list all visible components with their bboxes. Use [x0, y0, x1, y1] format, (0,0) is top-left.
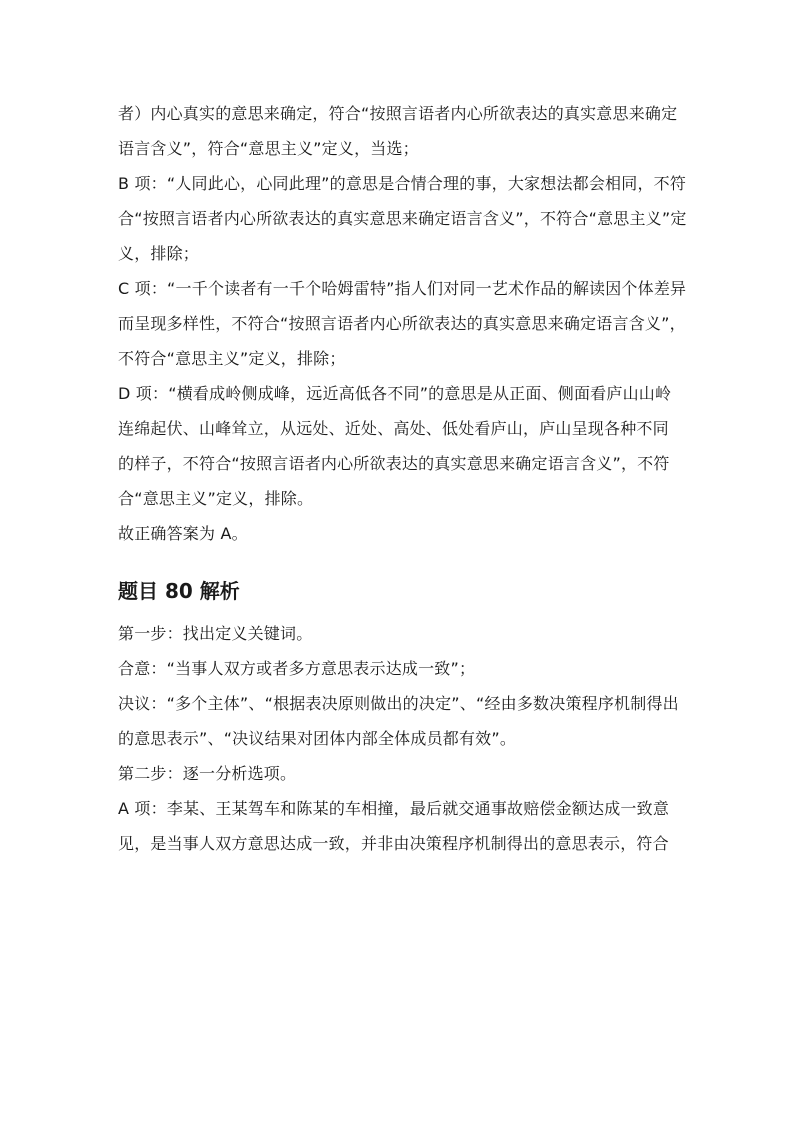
step-two: 第二步：逐一分析选项。	[118, 764, 297, 783]
text-line: 语言含义”，符合“意思主义”定义，当选；	[118, 139, 419, 158]
option-c-line: 而呈现多样性，不符合“按照言语者内心所欲表达的真实意思来确定语言含义”，	[118, 314, 686, 333]
option-b-line: B 项：“人同此心，心同此理”的意思是合情合理的事，大家想法都会相同，不符	[118, 174, 687, 193]
jueyi-definition-line: 决议：“多个主体”、“根据表决原则做出的决定”、“经由多数决策程序机制得出	[118, 694, 679, 713]
option-d-line: 合“意思主义”定义，排除。	[118, 489, 314, 508]
heyi-definition: 合意：“当事人双方或者多方意思表示达成一致”；	[118, 659, 476, 678]
step-one: 第一步：找出定义关键词。	[118, 624, 313, 643]
jueyi-definition-line: 的意思表示”、“决议结果对团体内部全体成员都有效”。	[118, 729, 517, 748]
option-a-line: 见，是当事人双方意思达成一致，并非由决策程序机制得出的意思表示，符合	[118, 834, 669, 853]
option-a-line: A 项：李某、王某驾车和陈某的车相撞，最后就交通事故赔偿金额达成一致意	[118, 799, 670, 818]
section-title: 题目 80 解析	[118, 579, 240, 603]
answer-line: 故正确答案为 A。	[118, 524, 248, 543]
document-page	[118, 96, 688, 861]
option-d-line: 连绵起伏、山峰耸立，从远处、近处、高处、低处看庐山，庐山呈现各种不同	[118, 419, 669, 438]
option-b-line: 合“按照言语者内心所欲表达的真实意思来确定语言含义”，不符合“意思主义”定	[118, 209, 687, 228]
option-b-line: 义，排除；	[118, 244, 200, 263]
text-line: 者）内心真实的意思来确定，符合“按照言语者内心所欲表达的真实意思来确定	[118, 104, 678, 123]
option-c-line: 不符合“意思主义”定义，排除；	[118, 349, 346, 368]
option-d-line: 的样子，不符合“按照言语者内心所欲表达的真实意思来确定语言含义”，不符	[118, 454, 670, 473]
option-c-line: C 项：“一千个读者有一千个哈姆雷特”指人们对同一艺术作品的解读因个体差异	[118, 279, 687, 298]
option-d-line: D 项：“横看成岭侧成峰，远近高低各不同”的意思是从正面、侧面看庐山山岭	[118, 384, 672, 403]
